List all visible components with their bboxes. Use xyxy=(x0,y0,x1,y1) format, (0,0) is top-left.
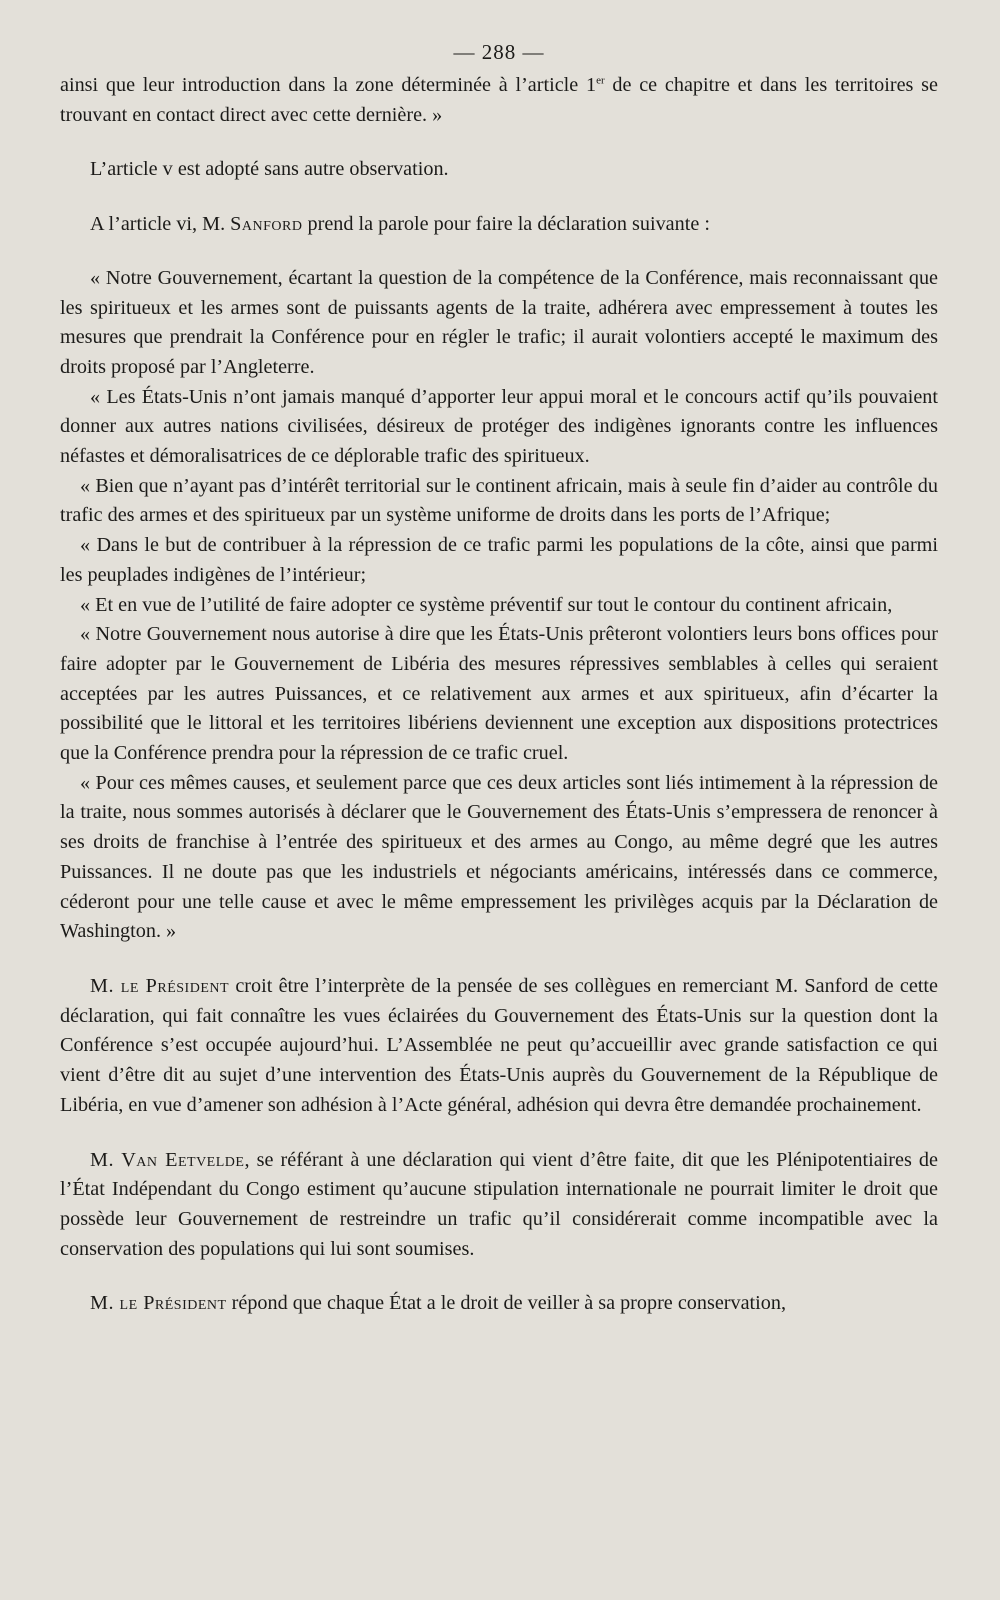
speaker-name: M. Van Eetvelde xyxy=(90,1148,245,1171)
quote-paragraph: « Et en vue de l’utilité de faire adopter ce système préventif sur tout le contour du continent africain, xyxy=(80,593,893,616)
paragraph-article-v: L’article v est adopté sans autre observation. xyxy=(90,158,449,181)
quote-paragraph: « Les États-Unis n’ont jamais manqué d’apporter leur appui moral et le concours actif qu’ils pouvaient donner aux autres nations civilisées, désireux de protéger des indigènes ignorants contre les influences néfastes et démoralisatrices de ce déplorable trafic des spiritueux. xyxy=(60,385,938,468)
quote-paragraph: « Bien que n’ayant pas d’intérêt territorial sur le continent africain, mais à seule fin d’aider au contrôle du trafic des armes et des spiritueux par un système uniforme de droits dans les ports de l’Afrique; xyxy=(60,474,938,527)
quote-paragraph: « Notre Gouvernement nous autorise à dire que les États-Unis prêteront volontiers leurs bons offices pour faire adopter par le Gouvernement de Libéria des mesures répressives semblables à celles qui seraient acceptées par les autres Puissances, et ce relativement aux armes et aux spiritueux, afin d’écarter la possibilité que le littoral et les territoires libériens deviennent une exception aux dispositions protectrices que la Conférence prendra pour la répression de ce trafic cruel. xyxy=(60,623,938,765)
quote-paragraph: « Notre Gouvernement, écartant la question de la compétence de la Conférence, mais reconnaissant que les spiritueux et les armes sont de puissants agents de la traite, adhérera avec empressement à toutes les mesures que prendrait la Conférence pour en régler le trafic; il aurait volontiers accepté le maximum des droits proposé par l’Angleterre. xyxy=(60,266,938,378)
page-number: — 288 — xyxy=(453,40,545,64)
paragraph-van-eetvelde: M. Van Eetvelde, se référant à une déclaration qui vient d’être faite, dit que les Plénipotentiaires de l’État Indépendant du Congo estiment qu’aucune stipulation internationale ne pourrait limiter le droit que possède leur Gouvernement de restreindre un trafic qu’il considérerait comme incompatible avec la conservation des populations qui lui sont soumises. xyxy=(60,1148,938,1260)
quote-paragraph: « Pour ces mêmes causes, et seulement parce que ces deux articles sont liés intimement à la répression de la traite, nous sommes autorisés à déclarer que le Gouvernement des États-Unis s’empressera de renoncer à ses droits de franchise à l’entrée des spiritueux et des armes au Congo, au même degré que les autres Puissances. Il ne doute pas que les industriels et négociants américains, intéressés dans ce commerce, céderont pour une telle cause et avec le même empressement les privilèges acquis par la Déclaration de Washington. » xyxy=(60,771,938,943)
paragraph-continuation: ainsi que leur introduction dans la zone déterminée à l’article 1er de ce chapitre et dans les territoires se trouvant en contact direct avec cette dernière. » xyxy=(60,74,938,126)
page-body xyxy=(60,71,938,1319)
paragraph-president-response: M. le Président répond que chaque État a le droit de veiller à sa propre conservation, xyxy=(90,1292,787,1315)
paragraph-president-reply: M. le Président croit être l’interprète de la pensée de ses collègues en remerciant M. Sanford de cette déclaration, qui fait connaître les vues éclairées du Gouvernement des États-Unis sur la question dont la Conférence s’est occupée aujourd’hui. L’Assemblée ne peut qu’accueillir avec grande satisfaction ce qui vient d’être dit au sujet d’une intervention des États-Unis auprès du Gouvernement de la République de Libéria, en vue d’amener son adhésion à l’Acte général, adhésion qui devra être demandée prochainement. xyxy=(60,974,938,1116)
speaker-name: Sanford xyxy=(230,213,303,236)
quote-paragraph: « Dans le but de contribuer à la répression de ce trafic parmi les populations de la côte, ainsi que parmi les peuplades indigènes de l’intérieur; xyxy=(60,534,938,586)
speaker-name: M. le Président xyxy=(90,974,230,997)
speaker-name: M. le Président xyxy=(90,1292,227,1315)
paragraph-article-vi: A l’article vi, M. Sanford prend la parole pour faire la déclaration suivante : xyxy=(90,213,710,236)
